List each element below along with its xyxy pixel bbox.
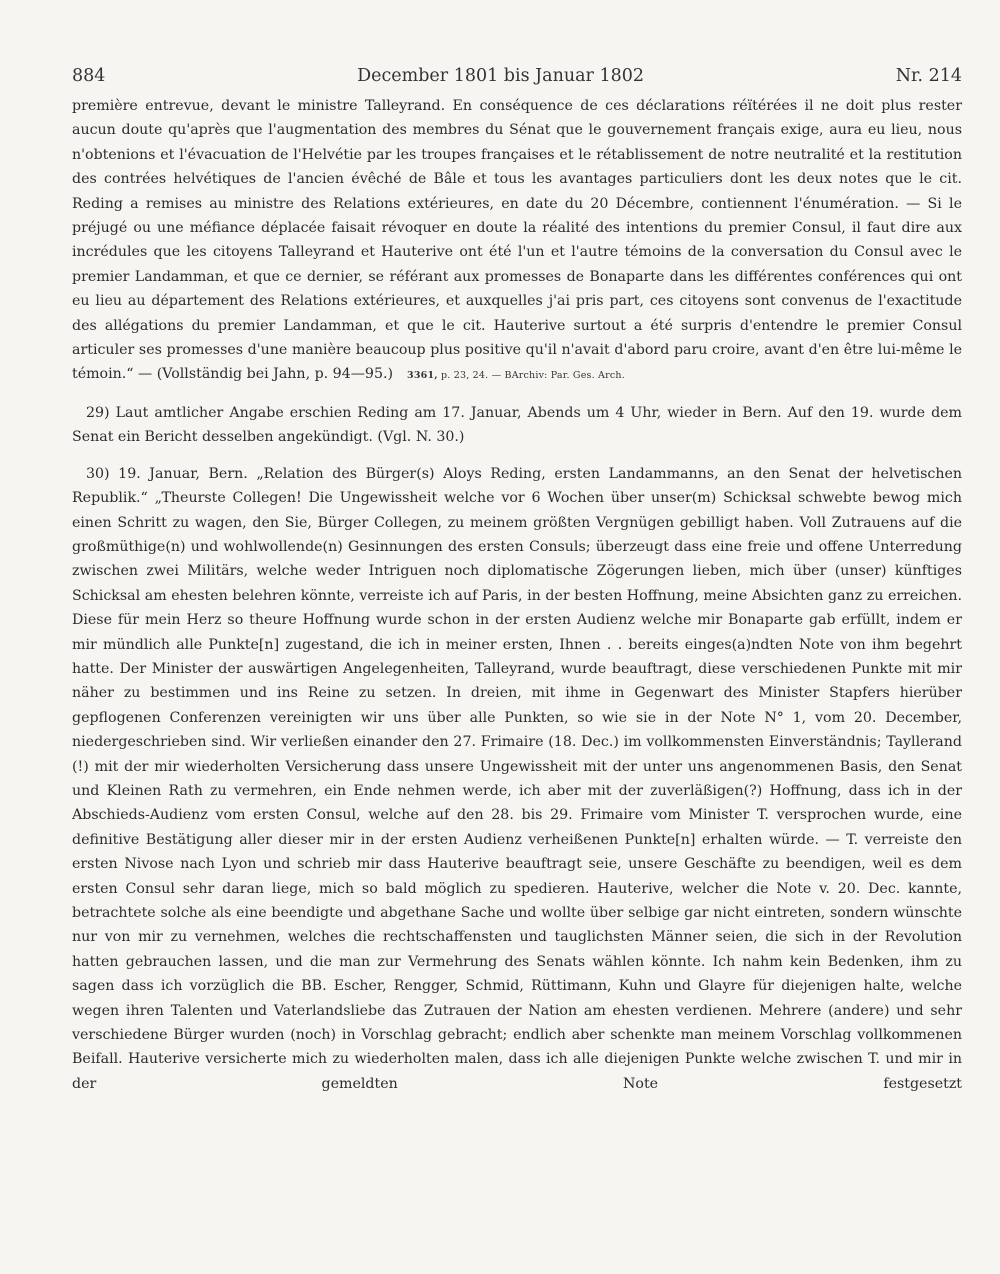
archive-reference-number: 3361, — [407, 370, 438, 382]
archive-reference-detail: p. 23, 24. — BArchiv: Par. Ges. Arch. — [441, 370, 625, 382]
document-number: Nr. 214 — [895, 66, 962, 86]
note-30: 30) 19. Januar, Bern. „Relation des Bürger(s) Aloys Reding, ersten Landammanns, an den Senat der helvetischen Republik.“ „Theurste Collegen! Die Ungewissheit welche vor 6 Wochen über unser(m) Schicksal schwebte bewog mich einen Schritt zu wagen, den Sie, Bürger Collegen, zu meinem größten Vergnügen gebilligt haben. Voll Zutrauens auf die großmüthige(n) und wohlwollende(n) Gesinnungen des ersten Consuls; überzeugt dass eine freie und offene Unterredung zwischen zwei Militärs, welche weder Intriguen noch diplomatische Zögerungen lieben, mich über (unser) künftiges Schicksal am ehesten belehren könnte, verreiste ich auf Paris, in der besten Hoffnung, meine Absichten ganz zu erreichen. Diese für mein Herz so theure Hoffnung wurde schon in der ersten Audienz welche mir Bonaparte gab erfüllt, indem er mir mündlich alle Punkte[n] zugestand, die ich in meiner ersten, Ihnen . . bereits einges(a)ndten Note von ihm begehrt hatte. Der Minister der auswärtigen Angelegenheiten, Talleyrand, wurde beauftragt, diese verschiedenen Punkte mit mir näher zu bestimmen und ins Reine zu setzen. In dreien, mit ihme in Gegenwart des Minister Stapfers hierüber gepflogenen Conferenzen vereinigten wir uns über alle Punkten, so wie sie in der Note N° 1, vom 20. December, niedergeschrieben sind. Wir verließen einander den 27. Frimaire (18. Dec.) im vollkommensten Einverständnis; Tayllerand (!) mit der mir wiederholten Versicherung dass unsere Ungewissheit mit der unter uns angenommenen Basis, den Senat und Kleinen Rath zu vermehren, ein Ende nehmen werde, ich aber mit der zuverläßigen(?) Hoffnung, dass ich in der Abschieds-Audienz vom ersten Consul, welche auf den 28. bis 29. Frimaire vom Minister T. versprochen wurde, eine definitive Bestätigung aller dieser mir in der ersten Audienz verheißenen Punkte[n] erhalten würde. — T. verreiste den ersten Nivose nach Lyon und schrieb mir dass Hauterive beauftragt seie, unsere Geschäfte zu beendigen, weil es dem ersten Consul sehr daran liege, mich so bald möglich zu spedieren. Hauterive, welcher die Note v. 20. Dec. kannte, betrachtete solche als eine beendigte und abgethane Sache und wollte über selbige gar nicht eintreten, sondern wünschte nur von mir zu vernehmen, welches die rechtschaffensten und tauglichsten Männer seien, die sich in der Revolution hatten gebrauchen lassen, und die man zur Vermehrung des Senats wählen könnte. Ich nahm kein Bedenken, ihm zu sagen dass ich vorzüglich die BB. Escher, Rengger, Schmid, Rüttimann, Kuhn und Glayre für diejenigen halte, welche wegen ihren Talenten und Vaterlandsliebe das Zutrauen der Nation am ehesten verdienen. Mehrere (andere) und sehr verschiedene Bürger wurden (noch) in Vorschlag gebracht; endlich aber schenkte man meinem Vorschlag vollkommenen Beifall. Hauterive versicherte mich zu wiederholten malen, dass ich alle diejenigen Punkte welche zwischen T. und mir in der gemeldten Note festgesetzt — [72, 465, 962, 1092]
running-title: December 1801 bis Januar 1802 — [357, 66, 645, 86]
paragraph-french-text: première entrevue, devant le ministre Talleyrand. En conséquence de ces déclarations réïtérées il ne doit plus rester aucun doute qu'après que l'augmentation des membres du Sénat que le gouvernement français exige, aura eu lieu, nous n'obtenions et l'évacuation de l'Helvétie par les troupes françaises et le rétablissement de notre neutralité et la restitution des contrées helvétiques de l'ancien évêché de Bâle et tous les avantages particuliers dont les deux notes que le cit. Reding a remises au ministre des Relations extérieures, en date du 20 Décembre, contiennent l'énumération. — Si le préjugé ou une méfiance déplacée faisait révoquer en doute la réalité des intentions du premier Consul, il faut dire aux incrédules que les citoyens Talleyrand et Hauterive ont été l'un et l'autre témoins de la conversation du Consul avec le premier Landamman, et que ce dernier, se référant aux promesses de Bonaparte dans les différentes conférences qui ont eu lieu au département des Relations extérieures, et auxquelles j'ai pris part, ces citoyens sont convenus de l'exactitude des allégations du premier Landamman, et que le cit. Hauterive surtout a été surpris d'entendre le premier Consul articuler ses promesses d'une manière beaucoup plus positive qu'il n'avait d'abord paru croire, avant d'en être lui-même le témoin.“ — (Vollständig bei Jahn, p. 94—95.) — [72, 98, 962, 383]
archive-reference — [407, 370, 625, 381]
note-29: 29) Laut amtlicher Angabe erschien Reding am 17. Januar, Abends um 4 Uhr, wieder in Bern. Auf den 19. wurde dem Senat ein Bericht desselben angekündigt. (Vgl. N. 30.) — [72, 404, 962, 446]
page-number: 884 — [72, 66, 106, 86]
document-page — [72, 64, 962, 1096]
page-header — [72, 64, 962, 88]
paragraph-french-report — [72, 94, 962, 389]
